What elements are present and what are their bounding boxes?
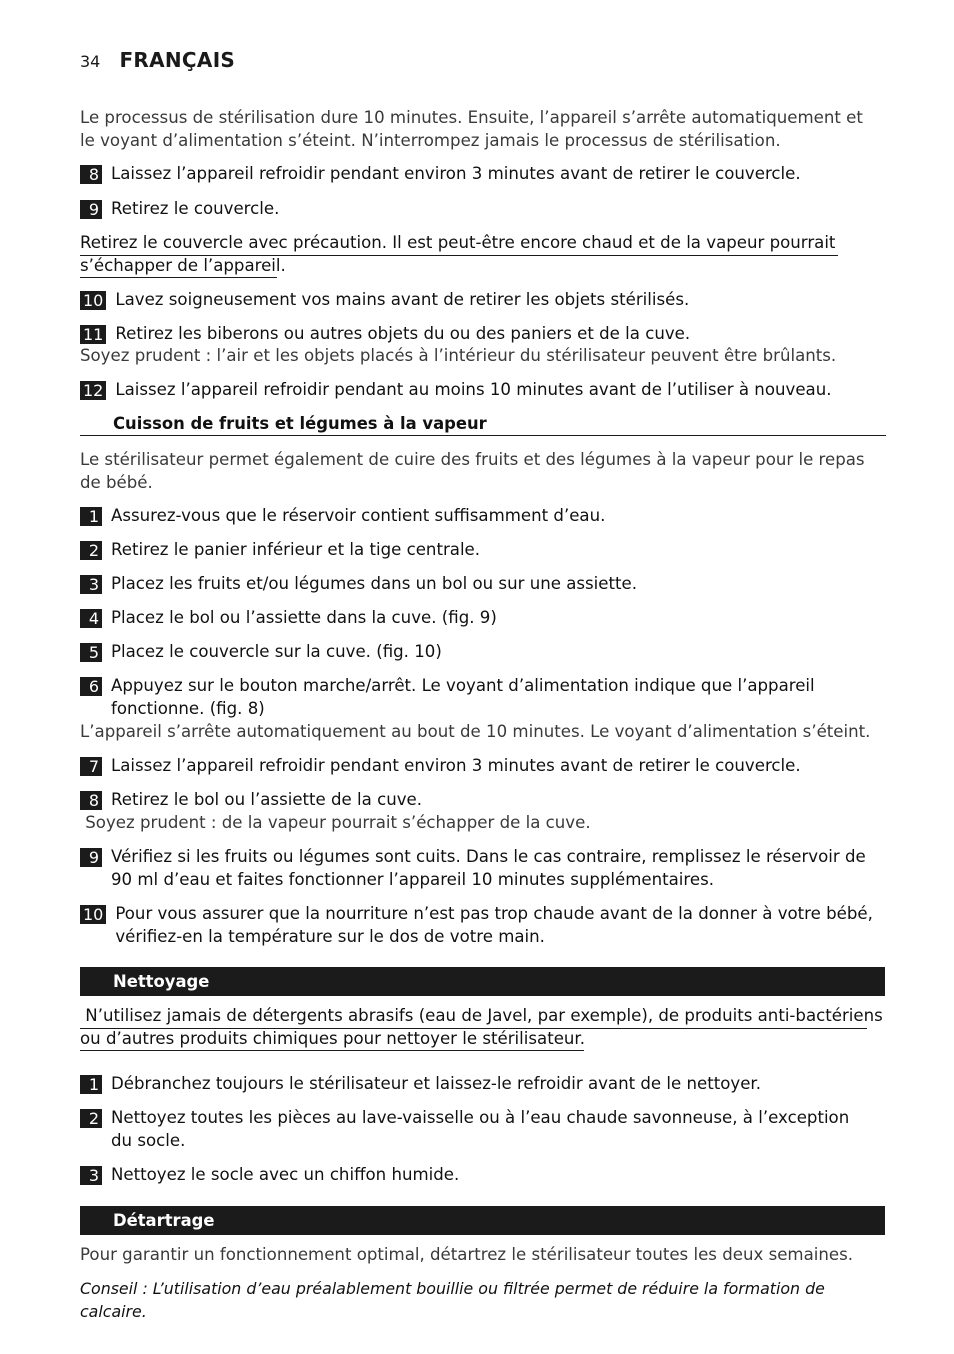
steam-step-3	[80, 573, 870, 596]
step-number: 1	[80, 1075, 102, 1094]
step-text: Retirez le panier inférieur et la tige centrale.	[111, 540, 481, 559]
steam-step-7	[80, 755, 870, 778]
step-number: 10	[80, 291, 106, 310]
page-number: 34	[80, 52, 101, 71]
warning-underline	[80, 1050, 584, 1051]
cleaning-step-1	[80, 1073, 870, 1096]
warning-underline	[80, 255, 838, 256]
step-text: Lavez soigneusement vos mains avant de retirer les objets stérilisés.	[115, 290, 690, 309]
step-number: 9	[80, 848, 102, 867]
step-number: 8	[80, 165, 102, 184]
steam-intro: Le stérilisateur permet également de cuire des fruits et des légumes à la vapeur pour le repas de bébé.	[80, 450, 865, 492]
section-rule	[80, 435, 886, 436]
warning-lid: Retirez le couvercle avec précaution. Il est peut-être encore chaud et de la vapeur pourrait s’échapper de l’appareil.	[80, 233, 836, 275]
step-number: 7	[80, 757, 102, 776]
step-12	[80, 379, 870, 402]
warning-cleaning-line-2: ou d’autres produits chimiques pour nettoyer le stérilisateur.	[80, 1029, 586, 1048]
note-steam: Soyez prudent : de la vapeur pourrait s’échapper de la cuve.	[80, 813, 591, 832]
step-text: Nettoyez toutes les pièces au lave-vaisselle ou à l’eau chaude savonneuse, à l’exception du socle.	[111, 1108, 850, 1150]
step-number: 5	[80, 643, 102, 662]
intro-paragraph: Le processus de stérilisation dure 10 minutes. Ensuite, l’appareil s’arrête automatiquement et le voyant d’alimentation s’éteint. N’interrompez jamais le processus de stérilisation.	[80, 108, 863, 150]
step-number: 3	[80, 1166, 102, 1185]
note-hot: Soyez prudent : l’air et les objets placés à l’intérieur du stérilisateur peuvent être brûlants.	[80, 346, 837, 365]
steam-step-8	[80, 789, 870, 812]
cleaning-step-3	[80, 1164, 870, 1187]
step-text: Retirez les biberons ou autres objets du ou des paniers et de la cuve.	[115, 324, 691, 343]
step-number: 12	[80, 381, 106, 400]
step-number: 1	[80, 507, 102, 526]
warning-underline	[80, 277, 277, 278]
step-text: Laissez l’appareil refroidir pendant environ 3 minutes avant de retirer le couvercle.	[111, 164, 801, 183]
step-number: 2	[80, 541, 102, 560]
cleaning-step-2	[80, 1107, 870, 1152]
step-number: 9	[80, 200, 102, 219]
section-steam-heading	[80, 414, 886, 436]
steam-step-9	[80, 846, 875, 891]
descaling-tip: Conseil : L’utilisation d’eau préalablement bouillie ou filtrée permet de réduire la formation de calcaire.	[80, 1279, 825, 1321]
step-10	[80, 289, 870, 312]
steam-step-2	[80, 539, 870, 562]
page-header	[80, 48, 235, 72]
step-9	[80, 198, 870, 221]
step-number: 3	[80, 575, 102, 594]
step-text: Retirez le bol ou l’assiette de la cuve.	[111, 790, 423, 809]
steam-step-4	[80, 607, 870, 630]
steam-step-5	[80, 641, 870, 664]
step-number: 4	[80, 609, 102, 628]
warning-cleaning-line-1: N’utilisez jamais de détergents abrasifs (eau de Javel, par exemple), de produits anti-bactériens	[80, 1006, 889, 1025]
descaling-text: Pour garantir un fonctionnement optimal, détartrez le stérilisateur toutes les deux semaines.	[80, 1245, 854, 1264]
step-text: Assurez-vous que le réservoir contient suffisamment d’eau.	[111, 506, 606, 525]
step-text: Vérifiez si les fruits ou légumes sont cuits. Dans le cas contraire, remplissez le réservoir de 90 ml d’eau et faites fonctionner l’appareil 10 minutes supplémentaires.	[111, 847, 866, 889]
step-text: Appuyez sur le bouton marche/arrêt. Le voyant d’alimentation indique que l’appareil fonctionne. (fig. 8)	[111, 676, 815, 718]
steam-step-6	[80, 675, 815, 720]
step-text: Débranchez toujours le stérilisateur et laissez-le refroidir avant de le nettoyer.	[111, 1074, 762, 1093]
step-number: 10	[80, 905, 106, 924]
step-8	[80, 163, 870, 186]
step-text: Retirez le couvercle.	[111, 199, 280, 218]
step-number: 2	[80, 1109, 102, 1128]
note-auto-off: L’appareil s’arrête automatiquement au bout de 10 minutes. Le voyant d’alimentation s’éteint.	[80, 722, 871, 741]
steam-step-1	[80, 505, 870, 528]
step-text: Pour vous assurer que la nourriture n’est pas trop chaude avant de la donner à votre bébé, vérifiez-en la température sur le dos de votre main.	[115, 904, 873, 946]
section-title: Cuisson de fruits et légumes à la vapeur	[113, 414, 487, 433]
language-heading: FRANÇAIS	[119, 48, 236, 72]
step-text: Nettoyez le socle avec un chiffon humide.	[111, 1165, 460, 1184]
step-text: Placez le bol ou l’assiette dans la cuve. (fig. 9)	[111, 608, 497, 627]
step-text: Laissez l’appareil refroidir pendant au moins 10 minutes avant de l’utiliser à nouveau.	[115, 380, 832, 399]
section-cleaning-heading: Nettoyage	[80, 967, 885, 996]
step-number: 11	[80, 325, 106, 344]
section-descaling-heading: Détartrage	[80, 1206, 885, 1235]
step-number: 6	[80, 677, 102, 696]
step-text: Placez les fruits et/ou légumes dans un bol ou sur une assiette.	[111, 574, 637, 593]
steam-step-10	[80, 903, 880, 948]
step-text: Laissez l’appareil refroidir pendant environ 3 minutes avant de retirer le couvercle.	[111, 756, 801, 775]
step-number: 8	[80, 791, 102, 810]
step-11	[80, 323, 870, 346]
step-text: Placez le couvercle sur la cuve. (fig. 10)	[111, 642, 442, 661]
